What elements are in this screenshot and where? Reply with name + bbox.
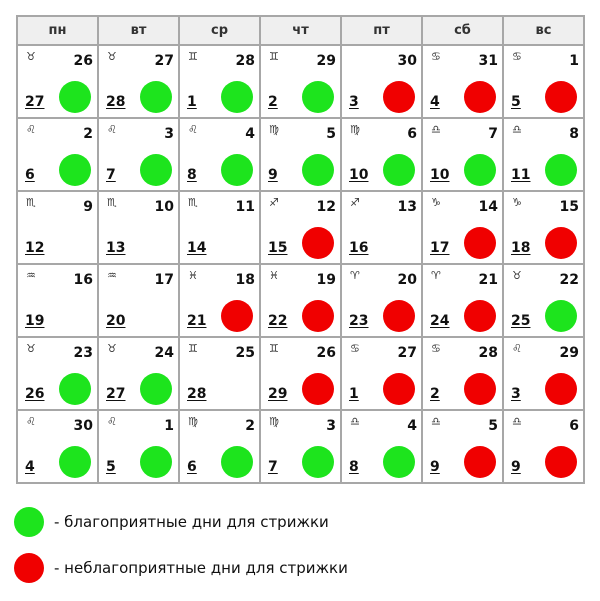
day-cell <box>98 410 179 483</box>
lunar-day-number: 29 <box>268 386 288 402</box>
favorable-day-dot-icon <box>221 81 253 113</box>
unfavorable-day-dot-icon <box>464 227 496 259</box>
zodiac-sign-icon: ♌ <box>107 123 117 136</box>
lunar-day-number: 4 <box>25 459 35 475</box>
haircut-calendar <box>16 15 585 484</box>
zodiac-sign-icon: ♌ <box>512 342 522 355</box>
calendar-day-number: 12 <box>316 199 336 215</box>
day-cell <box>179 264 260 337</box>
day-cell <box>341 337 422 410</box>
day-cell <box>260 337 341 410</box>
lunar-day-number: 22 <box>268 313 288 329</box>
lunar-day-number: 6 <box>25 167 35 183</box>
day-cell <box>17 410 98 483</box>
zodiac-sign-icon: ♎ <box>431 123 441 136</box>
day-cell <box>341 191 422 264</box>
favorable-day-dot-icon <box>221 446 253 478</box>
lunar-day-number: 20 <box>106 313 126 329</box>
legend-unfavorable-label: - неблагоприятные дни для стрижки <box>54 559 348 577</box>
calendar-day-number: 5 <box>488 418 498 434</box>
zodiac-sign-icon: ♑ <box>431 196 441 209</box>
unfavorable-day-dot-icon <box>464 81 496 113</box>
zodiac-sign-icon: ♈ <box>350 269 360 282</box>
zodiac-sign-icon: ♉ <box>26 342 36 355</box>
day-cell <box>341 118 422 191</box>
zodiac-sign-icon: ♋ <box>350 342 360 355</box>
week-row <box>17 337 584 410</box>
calendar-day-number: 16 <box>73 272 93 288</box>
calendar-day-number: 13 <box>397 199 417 215</box>
calendar-day-number: 25 <box>235 345 255 361</box>
favorable-day-dot-icon <box>140 81 172 113</box>
favorable-day-dot-icon <box>545 154 577 186</box>
calendar-day-number: 26 <box>316 345 336 361</box>
favorable-day-dot-icon <box>302 81 334 113</box>
calendar-day-number: 14 <box>478 199 498 215</box>
favorable-day-dot-icon <box>383 154 415 186</box>
day-cell <box>17 264 98 337</box>
calendar-day-number: 9 <box>83 199 93 215</box>
day-cell <box>341 410 422 483</box>
day-cell <box>98 118 179 191</box>
calendar-day-number: 6 <box>407 126 417 142</box>
lunar-day-number: 23 <box>349 313 369 329</box>
lunar-day-number: 14 <box>187 240 207 256</box>
unfavorable-day-dot-icon <box>383 81 415 113</box>
lunar-day-number: 26 <box>25 386 45 402</box>
calendar-day-number: 20 <box>397 272 417 288</box>
day-cell <box>503 118 584 191</box>
zodiac-sign-icon: ♎ <box>350 415 360 428</box>
lunar-day-number: 11 <box>511 167 531 183</box>
day-cell <box>503 45 584 118</box>
green-dot-icon <box>14 507 44 537</box>
day-cell <box>17 337 98 410</box>
lunar-day-number: 2 <box>430 386 440 402</box>
lunar-day-number: 4 <box>430 94 440 110</box>
calendar-day-number: 28 <box>478 345 498 361</box>
calendar-day-number: 7 <box>488 126 498 142</box>
zodiac-sign-icon: ♊ <box>269 50 279 63</box>
zodiac-sign-icon: ♌ <box>107 415 117 428</box>
calendar-day-number: 3 <box>164 126 174 142</box>
lunar-day-number: 25 <box>511 313 531 329</box>
calendar-day-number: 30 <box>397 53 417 69</box>
lunar-day-number: 1 <box>187 94 197 110</box>
day-cell <box>260 118 341 191</box>
calendar-body <box>17 45 584 483</box>
day-cell <box>341 264 422 337</box>
favorable-day-dot-icon <box>302 446 334 478</box>
lunar-day-number: 24 <box>430 313 450 329</box>
lunar-day-number: 16 <box>349 240 369 256</box>
lunar-day-number: 13 <box>106 240 126 256</box>
zodiac-sign-icon: ♍ <box>188 415 198 428</box>
day-cell <box>98 191 179 264</box>
favorable-day-dot-icon <box>59 373 91 405</box>
calendar-day-number: 31 <box>478 53 498 69</box>
weekday-header: ср <box>179 16 260 45</box>
day-cell <box>503 337 584 410</box>
zodiac-sign-icon: ♓ <box>188 269 198 282</box>
calendar-day-number: 27 <box>397 345 417 361</box>
zodiac-sign-icon: ♍ <box>269 123 279 136</box>
favorable-day-dot-icon <box>140 446 172 478</box>
favorable-day-dot-icon <box>59 446 91 478</box>
weekday-header: сб <box>422 16 503 45</box>
lunar-day-number: 27 <box>106 386 126 402</box>
calendar-day-number: 18 <box>235 272 255 288</box>
lunar-day-number: 10 <box>349 167 369 183</box>
favorable-day-dot-icon <box>302 154 334 186</box>
lunar-day-number: 9 <box>511 459 521 475</box>
lunar-day-number: 10 <box>430 167 450 183</box>
week-row <box>17 118 584 191</box>
day-cell <box>17 191 98 264</box>
calendar-day-number: 10 <box>154 199 174 215</box>
calendar-day-number: 28 <box>235 53 255 69</box>
zodiac-sign-icon: ♋ <box>431 342 441 355</box>
favorable-day-dot-icon <box>545 300 577 332</box>
day-cell <box>260 410 341 483</box>
calendar-day-number: 29 <box>316 53 336 69</box>
day-cell <box>17 45 98 118</box>
day-cell <box>179 410 260 483</box>
lunar-day-number: 28 <box>187 386 207 402</box>
day-cell <box>422 264 503 337</box>
weekday-header: вс <box>503 16 584 45</box>
unfavorable-day-dot-icon <box>383 373 415 405</box>
legend-favorable-label: - благоприятные дни для стрижки <box>54 513 329 531</box>
unfavorable-day-dot-icon <box>221 300 253 332</box>
calendar-day-number: 4 <box>245 126 255 142</box>
zodiac-sign-icon: ♐ <box>269 196 279 209</box>
zodiac-sign-icon: ♌ <box>26 415 36 428</box>
day-cell <box>503 264 584 337</box>
calendar-day-number: 11 <box>235 199 255 215</box>
zodiac-sign-icon: ♑ <box>512 196 522 209</box>
lunar-day-number: 9 <box>430 459 440 475</box>
red-dot-icon <box>14 553 44 583</box>
calendar-day-number: 3 <box>326 418 336 434</box>
zodiac-sign-icon: ♍ <box>269 415 279 428</box>
zodiac-sign-icon: ♉ <box>107 50 117 63</box>
lunar-day-number: 2 <box>268 94 278 110</box>
week-row <box>17 410 584 483</box>
calendar-day-number: 24 <box>154 345 174 361</box>
lunar-day-number: 7 <box>268 459 278 475</box>
week-row <box>17 45 584 118</box>
day-cell <box>260 264 341 337</box>
calendar-day-number: 4 <box>407 418 417 434</box>
lunar-day-number: 5 <box>106 459 116 475</box>
zodiac-sign-icon: ♍ <box>350 123 360 136</box>
calendar-day-number: 29 <box>559 345 579 361</box>
day-cell <box>179 45 260 118</box>
zodiac-sign-icon: ♏ <box>26 196 36 209</box>
unfavorable-day-dot-icon <box>545 227 577 259</box>
zodiac-sign-icon: ♒ <box>26 269 36 282</box>
unfavorable-day-dot-icon <box>302 227 334 259</box>
zodiac-sign-icon: ♌ <box>188 123 198 136</box>
favorable-day-dot-icon <box>59 154 91 186</box>
zodiac-sign-icon: ♉ <box>512 269 522 282</box>
lunar-day-number: 15 <box>268 240 288 256</box>
day-cell <box>422 45 503 118</box>
unfavorable-day-dot-icon <box>545 446 577 478</box>
unfavorable-day-dot-icon <box>383 300 415 332</box>
calendar-day-number: 1 <box>569 53 579 69</box>
calendar-day-number: 6 <box>569 418 579 434</box>
lunar-day-number: 9 <box>268 167 278 183</box>
favorable-day-dot-icon <box>221 154 253 186</box>
lunar-day-number: 28 <box>106 94 126 110</box>
zodiac-sign-icon: ♓ <box>269 269 279 282</box>
zodiac-sign-icon: ♏ <box>188 196 198 209</box>
day-cell <box>179 118 260 191</box>
day-cell <box>422 191 503 264</box>
zodiac-sign-icon: ♉ <box>107 342 117 355</box>
day-cell <box>422 410 503 483</box>
day-cell <box>422 337 503 410</box>
zodiac-sign-icon: ♋ <box>512 50 522 63</box>
day-cell <box>17 118 98 191</box>
calendar-day-number: 1 <box>164 418 174 434</box>
day-cell <box>98 264 179 337</box>
unfavorable-day-dot-icon <box>545 81 577 113</box>
lunar-day-number: 12 <box>25 240 45 256</box>
weekday-header-row <box>17 16 584 45</box>
calendar-day-number: 2 <box>83 126 93 142</box>
favorable-day-dot-icon <box>140 154 172 186</box>
lunar-day-number: 3 <box>349 94 359 110</box>
zodiac-sign-icon: ♊ <box>269 342 279 355</box>
lunar-day-number: 8 <box>349 459 359 475</box>
zodiac-sign-icon: ♐ <box>350 196 360 209</box>
calendar-day-number: 17 <box>154 272 174 288</box>
day-cell <box>503 410 584 483</box>
day-cell <box>341 45 422 118</box>
weekday-header: вт <box>98 16 179 45</box>
lunar-day-number: 1 <box>349 386 359 402</box>
unfavorable-day-dot-icon <box>464 373 496 405</box>
zodiac-sign-icon: ♏ <box>107 196 117 209</box>
zodiac-sign-icon: ♌ <box>26 123 36 136</box>
calendar-day-number: 21 <box>478 272 498 288</box>
lunar-day-number: 27 <box>25 94 45 110</box>
calendar-day-number: 15 <box>559 199 579 215</box>
weekday-header: чт <box>260 16 341 45</box>
legend-favorable <box>14 507 329 537</box>
calendar-day-number: 22 <box>559 272 579 288</box>
unfavorable-day-dot-icon <box>464 446 496 478</box>
week-row <box>17 264 584 337</box>
unfavorable-day-dot-icon <box>302 300 334 332</box>
calendar-day-number: 23 <box>73 345 93 361</box>
zodiac-sign-icon: ♈ <box>431 269 441 282</box>
zodiac-sign-icon: ♎ <box>431 415 441 428</box>
zodiac-sign-icon: ♋ <box>431 50 441 63</box>
unfavorable-day-dot-icon <box>302 373 334 405</box>
day-cell <box>98 337 179 410</box>
day-cell <box>179 337 260 410</box>
unfavorable-day-dot-icon <box>545 373 577 405</box>
day-cell <box>503 191 584 264</box>
day-cell <box>260 45 341 118</box>
zodiac-sign-icon: ♊ <box>188 342 198 355</box>
calendar-day-number: 19 <box>316 272 336 288</box>
day-cell <box>179 191 260 264</box>
legend-unfavorable <box>14 553 348 583</box>
favorable-day-dot-icon <box>464 154 496 186</box>
zodiac-sign-icon: ♒ <box>107 269 117 282</box>
favorable-day-dot-icon <box>383 446 415 478</box>
lunar-day-number: 7 <box>106 167 116 183</box>
lunar-day-number: 17 <box>430 240 450 256</box>
calendar-day-number: 27 <box>154 53 174 69</box>
calendar-day-number: 26 <box>73 53 93 69</box>
weekday-header: пт <box>341 16 422 45</box>
lunar-day-number: 18 <box>511 240 531 256</box>
lunar-day-number: 21 <box>187 313 207 329</box>
lunar-day-number: 8 <box>187 167 197 183</box>
favorable-day-dot-icon <box>59 81 91 113</box>
lunar-day-number: 6 <box>187 459 197 475</box>
weekday-header: пн <box>17 16 98 45</box>
unfavorable-day-dot-icon <box>464 300 496 332</box>
lunar-day-number: 3 <box>511 386 521 402</box>
day-cell <box>422 118 503 191</box>
day-cell <box>260 191 341 264</box>
favorable-day-dot-icon <box>140 373 172 405</box>
zodiac-sign-icon: ♉ <box>26 50 36 63</box>
week-row <box>17 191 584 264</box>
calendar-day-number: 2 <box>245 418 255 434</box>
lunar-day-number: 19 <box>25 313 45 329</box>
zodiac-sign-icon: ♎ <box>512 123 522 136</box>
calendar-day-number: 30 <box>73 418 93 434</box>
calendar-day-number: 8 <box>569 126 579 142</box>
zodiac-sign-icon: ♊ <box>188 50 198 63</box>
zodiac-sign-icon: ♎ <box>512 415 522 428</box>
lunar-day-number: 5 <box>511 94 521 110</box>
day-cell <box>98 45 179 118</box>
calendar-day-number: 5 <box>326 126 336 142</box>
